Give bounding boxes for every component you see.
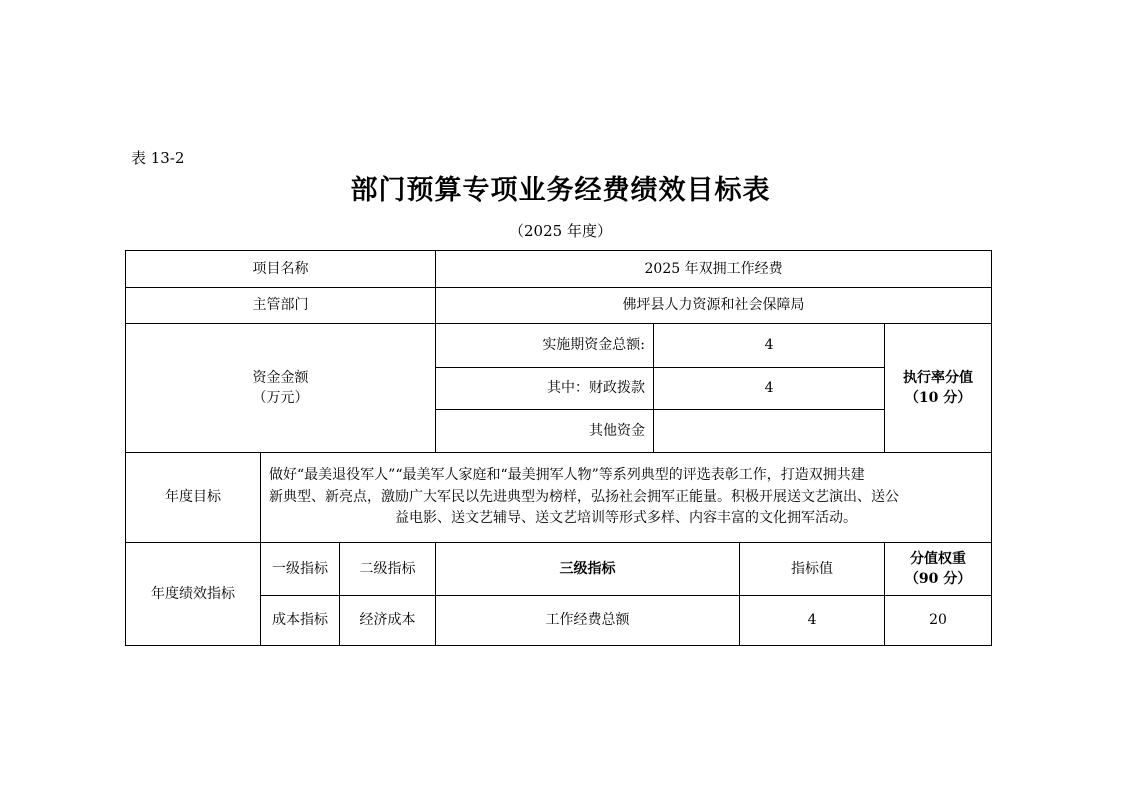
total-funds-value: 4 — [654, 324, 885, 368]
execution-score — [885, 324, 992, 453]
performance-target-table — [125, 250, 992, 646]
row-value: 4 — [740, 596, 885, 646]
funds-label — [126, 324, 436, 453]
col-weight-header — [885, 543, 992, 596]
project-name-value: 2025 年双拥工作经费 — [436, 251, 992, 288]
col-weight-line1: 分值权重 — [910, 550, 967, 567]
department-label: 主管部门 — [126, 288, 436, 324]
row-weight: 20 — [885, 596, 992, 646]
total-funds-label: 实施期资金总额: — [436, 324, 654, 368]
annual-goal-text — [261, 453, 992, 543]
table-number: 表 13-2 — [131, 149, 185, 167]
col-level1-header: 一级指标 — [261, 543, 340, 596]
fiscal-funds-label: 其中：财政拨款 — [436, 368, 654, 410]
row-level2: 经济成本 — [340, 596, 436, 646]
other-funds-value — [654, 410, 885, 453]
annual-goal-line2: 新典型、新亮点，激励广大军民以先进典型为榜样，弘扬社会拥军正能量。积极开展送文艺演出、送公 — [269, 488, 899, 505]
document-title: 部门预算专项业务经费绩效目标表 — [350, 175, 771, 206]
col-level3-header: 三级指标 — [436, 543, 740, 596]
document-year: （2025 年度） — [509, 222, 612, 240]
fiscal-funds-value: 4 — [654, 368, 885, 410]
col-level2-header: 二级指标 — [340, 543, 436, 596]
execution-score-line2: （10 分） — [904, 390, 972, 406]
row-level1: 成本指标 — [261, 596, 340, 646]
indicators-label: 年度绩效指标 — [126, 543, 261, 646]
department-value: 佛坪县人力资源和社会保障局 — [436, 288, 992, 324]
annual-goal-line1: 做好“最美退役军人”“最美军人家庭和“最美拥军人物”等系列典型的评选表彰工作，打造双拥共建 — [269, 466, 865, 483]
funds-label-line2: （万元） — [252, 390, 309, 406]
other-funds-label: 其他资金 — [436, 410, 654, 453]
col-weight-line2: （90 分） — [904, 571, 972, 587]
col-value-header: 指标值 — [740, 543, 885, 596]
row-level3: 工作经费总额 — [436, 596, 740, 646]
annual-goal-label: 年度目标 — [126, 453, 261, 543]
execution-score-line1: 执行率分值 — [903, 369, 974, 386]
funds-label-line1: 资金金额 — [252, 369, 309, 386]
project-name-label: 项目名称 — [126, 251, 436, 288]
annual-goal-line3: 益电影、送文艺辅导、送文艺培训等形式多样、内容丰富的文化拥军活动。 — [395, 510, 858, 527]
